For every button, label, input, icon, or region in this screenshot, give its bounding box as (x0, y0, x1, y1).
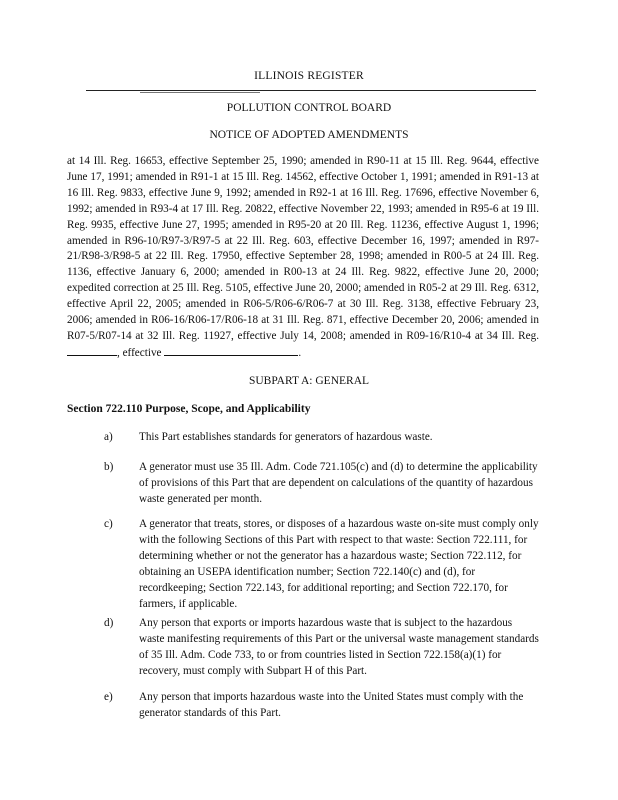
reg-page-blank (67, 345, 117, 356)
subsection-label: a) (104, 431, 113, 443)
subsection-label: c) (104, 518, 113, 530)
subsection-e (67, 690, 539, 722)
subpart-title: SUBPART A: GENERAL (248, 375, 370, 387)
subsection-a (67, 430, 539, 446)
subsection-b (67, 460, 539, 508)
source-note-mid: , effective (117, 346, 162, 359)
register-title: ILLINOIS REGISTER (254, 70, 364, 82)
subsection-text: Any person that imports hazardous waste into the United States must comply with the generator standards of this Part. (139, 691, 524, 719)
header-rule-secondary (140, 92, 260, 93)
section-heading: Section 722.110 Purpose, Scope, and Applicability (67, 403, 311, 415)
subsection-text: This Part establishes standards for generators of hazardous waste. (139, 431, 433, 443)
source-note-text: at 14 Ill. Reg. 16653, effective September 25, 1990; amended in R90-11 at 15 Ill. Reg. 9644, effective June 17, 1991; amended in R91-1 at 15 Ill. Reg. 14562, effective October 1, 1991; amended in R91-13 at 16 Ill. Reg. 9833, effective June 9, 1992; amended in R92-1 at 16 Ill. Reg. 17696, effective November 6, 1992; amended in R93-4 at 17 Ill. Reg. 20822, effective November 22, 1993; amended in R95-6 at 19 Ill. Reg. 9935, effective June 27, 1995; amended in R95-20 at 20 Ill. Reg. 11236, effective August 1, 1996; amended in R96-10/R97-3/R97-5 at 22 Ill. Reg. 603, effective December 16, 1997; amended in R97-21/R98-3/R98-5 at 22 Ill. Reg. 17950, effective September 28, 1998; amended in R00-5 at 24 Ill. Reg. 1136, effective January 6, 2000; amended in R00-13 at 24 Ill. Reg. 9822, effective June 20, 2000; expedited correction at 25 Ill. Reg. 5105, effective June 20, 2000; amended in R05-2 at 29 Ill. Reg. 6312, effective April 22, 2005; amended in R06-5/R06-6/R06-7 at 30 Ill. Reg. 3138, effective February 23, 2006; amended in R06-16/R06-17/R06-18 at 31 Ill. Reg. 871, effective December 20, 2006; amended in R07-5/R07-14 at 32 Ill. Reg. 11927, effective July 14, 2008; amended in R09-16/R10-4 at 34 Ill. Reg. (67, 155, 539, 342)
subsection-c (67, 517, 539, 612)
notice-title: NOTICE OF ADOPTED AMENDMENTS (209, 129, 409, 141)
source-note-end: . (298, 346, 302, 359)
board-title: POLLUTION CONTROL BOARD (226, 102, 392, 114)
subsection-text: A generator that treats, stores, or disposes of a hazardous waste on-site must comply only with the following Sections of this Part with respect to that waste: Section 722.111, for determining whether or not the generator has a hazardous waste; Section 722.112, for obtaining an USEPA identification number; Section 722.140(c) and (d), for recordkeeping; Section 722.143, for additional reporting; and Section 722.170, for farmers, if applicable. (139, 518, 539, 610)
subsection-label: e) (104, 691, 113, 703)
effective-date-blank (164, 345, 298, 356)
header-rule (86, 90, 536, 91)
subsection-text: Any person that exports or imports hazardous waste that is subject to the hazardous waste manifesting requirements of this Part or the universal waste management standards of 35 Ill. Adm. Code 733, to or from countries listed in Section 722.158(a)(1) for recovery, must comply with Subpart H of this Part. (139, 617, 539, 677)
subsection-label: b) (104, 461, 114, 473)
subsection-text: A generator must use 35 Ill. Adm. Code 721.105(c) and (d) to determine the applicability of provisions of this Part that are dependent on calculations of the quantity of hazardous waste generated per month. (139, 461, 538, 505)
subsection-label: d) (104, 617, 114, 629)
source-note (67, 154, 539, 362)
subsection-d (67, 616, 539, 680)
